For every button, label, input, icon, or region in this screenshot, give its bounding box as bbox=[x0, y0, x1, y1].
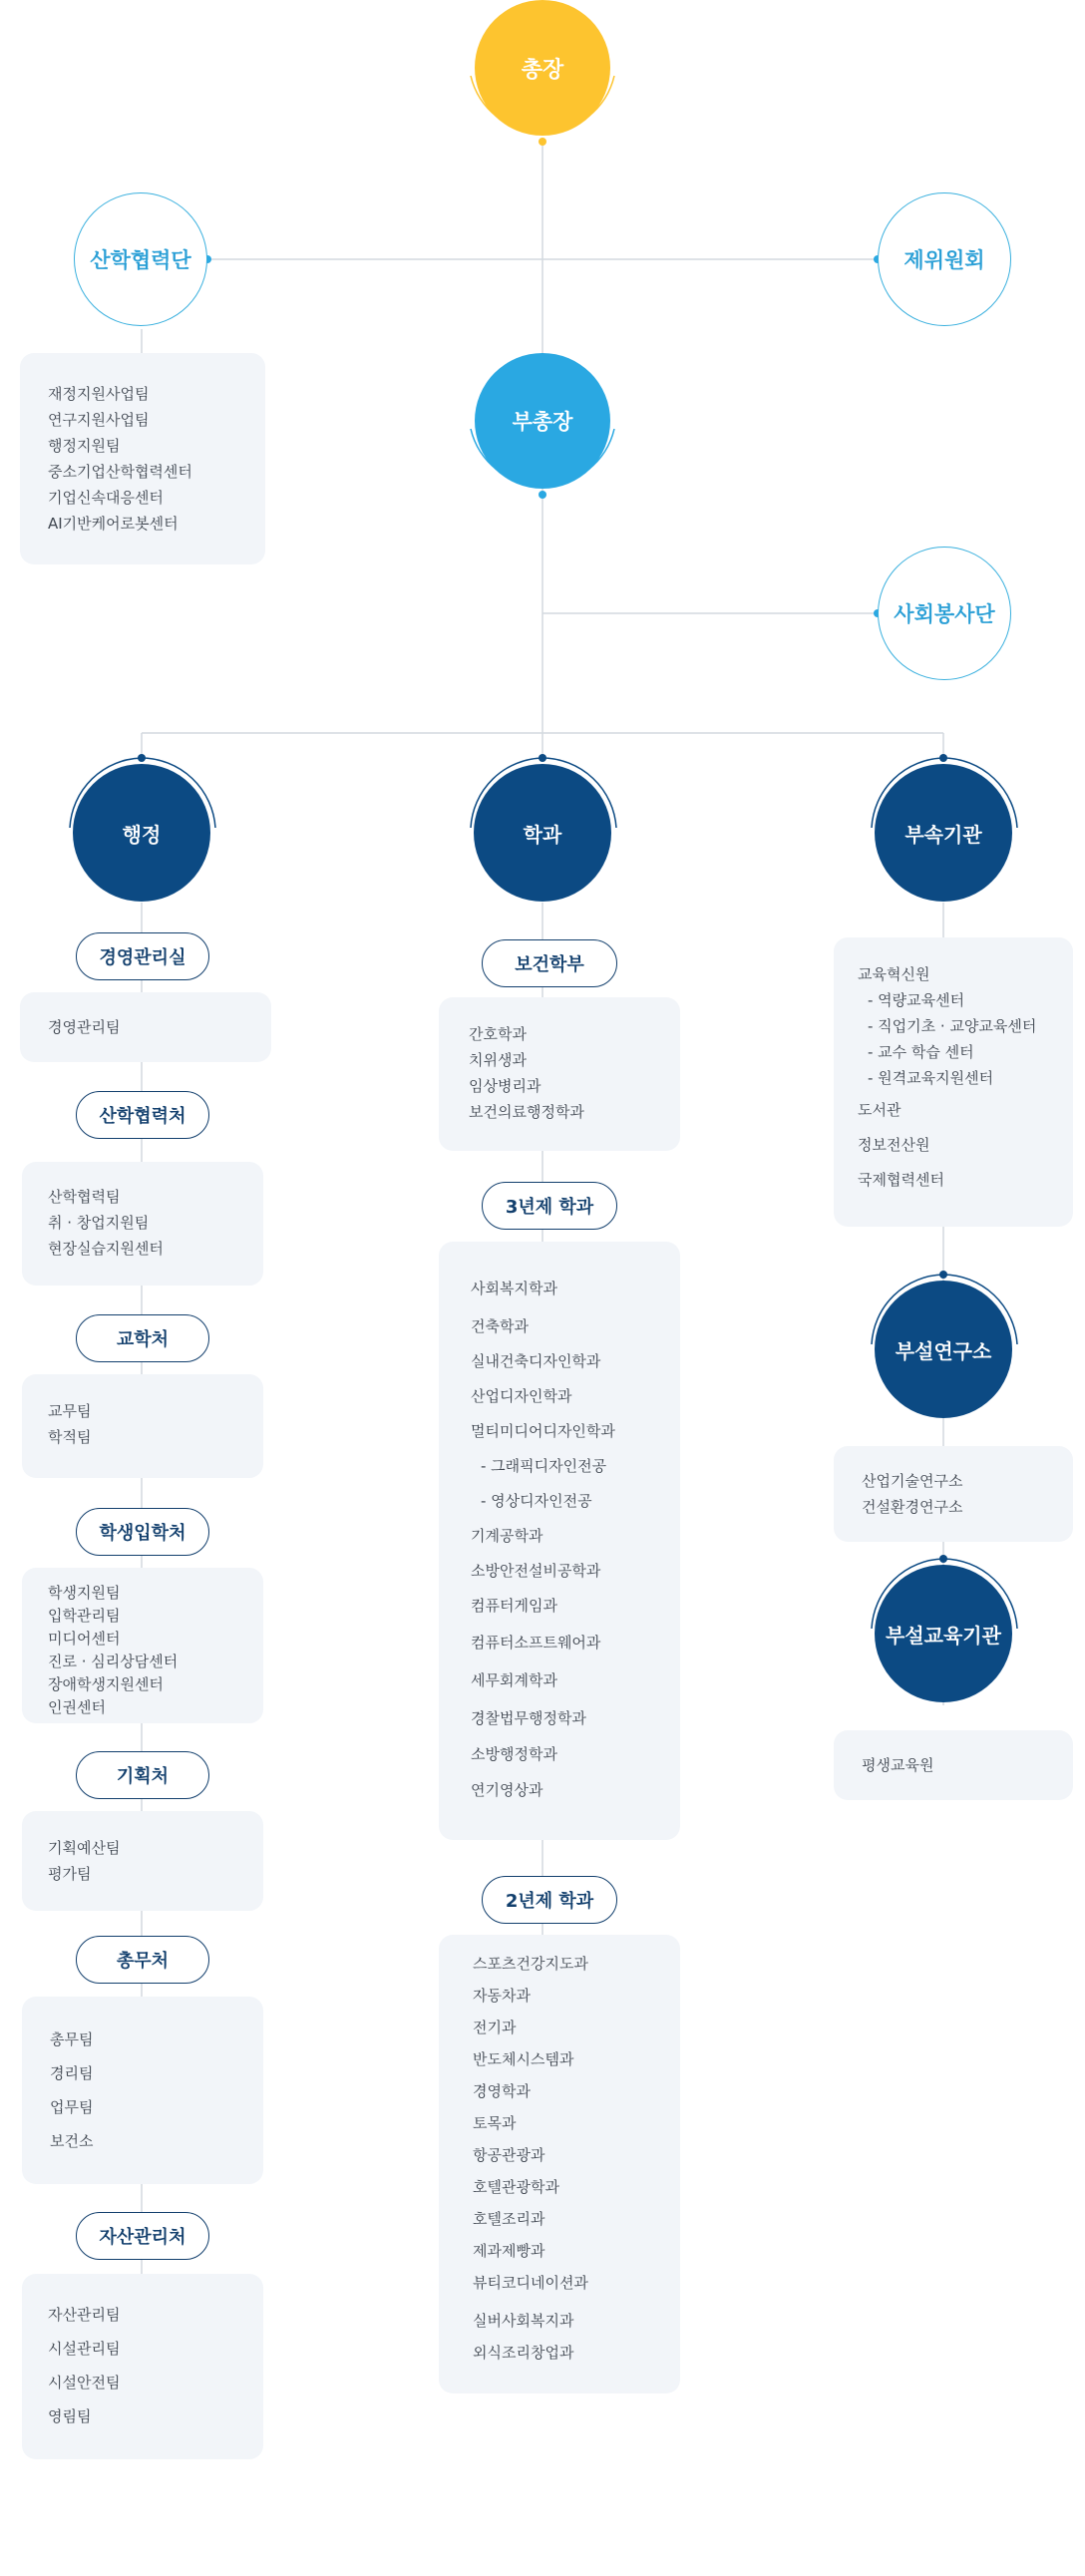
list-item: 경영관리팀 bbox=[48, 1018, 121, 1036]
list-item: 업무팀 bbox=[50, 2098, 94, 2116]
list-item: 진로 · 심리상담센터 bbox=[48, 1653, 179, 1670]
list-item: 토목과 bbox=[473, 2114, 517, 2132]
social-service-node bbox=[878, 547, 1011, 680]
dept-section-title: 보건학부 bbox=[482, 939, 617, 987]
regulations-committee-label: 제위원회 bbox=[904, 248, 985, 272]
social-service-label: 사회봉사단 bbox=[894, 602, 995, 626]
list-item: 보건의료행정학과 bbox=[469, 1103, 584, 1121]
admin-label: 행정 bbox=[122, 822, 162, 847]
list-item: 시설안전팀 bbox=[48, 2374, 121, 2392]
industry-group-label: 산학협력단 bbox=[90, 248, 191, 272]
admin-section-box bbox=[22, 1568, 263, 1723]
list-item: 실버사회복지과 bbox=[473, 2312, 574, 2330]
vice-president-label: 부총장 bbox=[512, 410, 573, 434]
list-item: 정보전산원 bbox=[858, 1136, 930, 1154]
list-item: 보건소 bbox=[50, 2132, 94, 2150]
edu-institute-node bbox=[875, 1565, 1012, 1702]
affiliated-label: 부속기관 bbox=[904, 822, 982, 847]
list-item: 간호학과 bbox=[469, 1025, 527, 1043]
list-item: 교육혁신원 bbox=[858, 965, 930, 983]
admin-section-title: 경영관리실 bbox=[76, 932, 209, 980]
list-item: 학적팀 bbox=[48, 1428, 92, 1446]
institute-label: 부설연구소 bbox=[895, 1338, 992, 1363]
list-item: 인권센터 bbox=[48, 1698, 106, 1716]
list-item: 임상병리과 bbox=[469, 1077, 542, 1095]
list-item: 자산관리팀 bbox=[48, 2306, 121, 2324]
list-item: 연기영상과 bbox=[471, 1781, 543, 1799]
president-node bbox=[475, 0, 610, 136]
list-item: AI기반케어로봇센터 bbox=[48, 515, 179, 533]
industry-group-list bbox=[20, 353, 265, 564]
list-item: 치위생과 bbox=[469, 1051, 527, 1069]
admin-section-box bbox=[22, 1811, 263, 1911]
admin-section-box bbox=[22, 1374, 263, 1478]
list-item: - 그래픽디자인전공 bbox=[481, 1457, 607, 1475]
list-item: 국제협력센터 bbox=[858, 1171, 944, 1189]
list-item: - 역량교육센터 bbox=[868, 991, 965, 1009]
list-item: 호텔조리과 bbox=[473, 2210, 545, 2228]
list-item: 경리팀 bbox=[50, 2064, 94, 2082]
list-item: 산학협력팀 bbox=[48, 1188, 121, 1206]
list-item: 건설환경연구소 bbox=[862, 1498, 963, 1516]
list-item: 영림팀 bbox=[48, 2407, 92, 2425]
admin-node bbox=[73, 764, 210, 902]
list-item: 평가팀 bbox=[48, 1865, 92, 1883]
list-item: 행정지원팀 bbox=[48, 437, 121, 455]
admin-section-box bbox=[22, 1162, 263, 1286]
list-item: 산업기술연구소 bbox=[862, 1472, 963, 1490]
admin-section-box bbox=[22, 2274, 263, 2459]
list-item: 시설관리팀 bbox=[48, 2340, 121, 2358]
institute-list-box bbox=[834, 1446, 1073, 1542]
list-item: 전기과 bbox=[473, 2019, 517, 2036]
list-item: 경영학과 bbox=[473, 2082, 531, 2100]
regulations-committee-node bbox=[878, 192, 1011, 326]
list-item: 입학관리팀 bbox=[48, 1607, 121, 1625]
list-item: 사회복지학과 bbox=[471, 1280, 557, 1297]
admin-section-title: 자산관리처 bbox=[76, 2212, 209, 2260]
list-item: - 원격교육지원센터 bbox=[868, 1069, 994, 1087]
admin-section-box bbox=[20, 992, 271, 1062]
vice-president-node bbox=[475, 353, 610, 489]
dept-node bbox=[474, 764, 611, 902]
president-label: 총장 bbox=[521, 57, 564, 83]
list-item: 도서관 bbox=[858, 1101, 902, 1119]
list-item: 학생지원팀 bbox=[48, 1584, 121, 1602]
list-item: 제과제빵과 bbox=[473, 2242, 545, 2260]
dept-section-title: 3년제 학과 bbox=[482, 1182, 617, 1230]
list-item: 재정지원사업팀 bbox=[48, 385, 150, 403]
admin-section-title: 산학협력처 bbox=[76, 1091, 209, 1139]
list-item: 뷰티코디네이션과 bbox=[473, 2274, 588, 2292]
list-item: 산업디자인학과 bbox=[471, 1387, 572, 1405]
dept-label: 학과 bbox=[523, 822, 562, 847]
list-item: 소방안전설비공학과 bbox=[471, 1562, 601, 1580]
list-item: 호텔관광학과 bbox=[473, 2178, 559, 2196]
admin-section-title: 교학처 bbox=[76, 1314, 209, 1362]
list-item: 평생교육원 bbox=[862, 1756, 934, 1774]
list-item: 기획예산팀 bbox=[48, 1839, 121, 1857]
list-item: 총무팀 bbox=[50, 2030, 94, 2048]
list-item: 외식조리창업과 bbox=[473, 2344, 574, 2362]
affiliated-list-box bbox=[834, 937, 1073, 1227]
list-item: 자동차과 bbox=[473, 1987, 531, 2005]
admin-section-title: 학생입학처 bbox=[76, 1508, 209, 1556]
list-item: 항공관광과 bbox=[473, 2146, 545, 2164]
admin-section-title: 기획처 bbox=[76, 1751, 209, 1799]
institute-node bbox=[875, 1281, 1012, 1418]
list-item: - 영상디자인전공 bbox=[481, 1492, 592, 1510]
list-item: 건축학과 bbox=[471, 1317, 529, 1335]
list-item: 실내건축디자인학과 bbox=[471, 1352, 601, 1370]
edu-institute-label: 부설교육기관 bbox=[886, 1623, 1001, 1648]
list-item: - 직업기초 · 교양교육센터 bbox=[868, 1017, 1037, 1035]
list-item: 소방행정학과 bbox=[471, 1745, 557, 1763]
list-item: 교무팀 bbox=[48, 1402, 92, 1420]
dept-section-title: 2년제 학과 bbox=[482, 1876, 617, 1924]
list-item: 미디어센터 bbox=[48, 1630, 121, 1648]
list-item: 세무회계학과 bbox=[471, 1671, 557, 1689]
list-item: 반도체시스템과 bbox=[473, 2050, 574, 2068]
list-item: 멀티미디어디자인학과 bbox=[471, 1422, 615, 1440]
list-item: 컴퓨터소프트웨어과 bbox=[471, 1634, 601, 1652]
dept-section-box bbox=[439, 997, 680, 1151]
admin-section-box bbox=[22, 1997, 263, 2184]
edu-list-box bbox=[834, 1730, 1073, 1800]
list-item: 경찰법무행정학과 bbox=[471, 1709, 586, 1727]
industry-group-node bbox=[74, 192, 207, 326]
dept-section-box bbox=[439, 1935, 680, 2393]
list-item: 기업신속대응센터 bbox=[48, 489, 164, 507]
list-item: 컴퓨터게임과 bbox=[471, 1597, 557, 1615]
dept-section-box bbox=[439, 1242, 680, 1840]
admin-section-title: 총무처 bbox=[76, 1936, 209, 1984]
list-item: 현장실습지원센터 bbox=[48, 1240, 164, 1258]
list-item: - 교수 학습 센터 bbox=[868, 1043, 974, 1061]
list-item: 취 · 창업지원팀 bbox=[48, 1214, 150, 1232]
list-item: 연구지원사업팀 bbox=[48, 411, 150, 429]
affiliated-node bbox=[875, 764, 1012, 902]
list-item: 스포츠건강지도과 bbox=[473, 1955, 588, 1973]
list-item: 장애학생지원센터 bbox=[48, 1675, 164, 1693]
list-item: 기계공학과 bbox=[471, 1527, 543, 1545]
list-item: 중소기업산학협력센터 bbox=[48, 463, 192, 481]
